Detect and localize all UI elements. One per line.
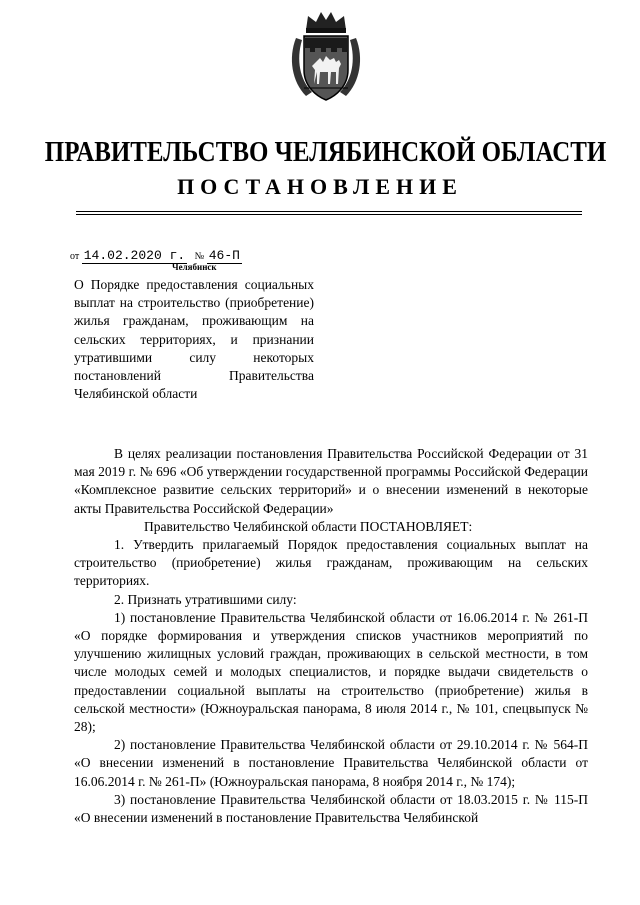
document-city: Челябинск <box>172 262 217 272</box>
government-name: ПРАВИТЕЛЬСТВО ЧЕЛЯБИНСКОЙ ОБЛАСТИ <box>44 136 607 168</box>
document-subject: О Порядке предоставления социальных выплат на строительство (приобретение) жилья гражданам, проживающим на сельских территориях, и признании утратившими силу некоторых постановлений Правительства Челябинской области <box>74 277 314 402</box>
sub-item-3: 3) постановление Правительства Челябинской области от 18.03.2015 г. № 115-П «О внесении изменений в постановление Правительства Челябинской <box>74 791 588 826</box>
sub-item-1: 1) постановление Правительства Челябинской области от 16.06.2014 г. № 261-П «О порядке формирования и утверждения списков участников мероприятий по улучшению жилищных условий граждан, проживающих в сельской местности, в том числе молодых семей и молодых специалистов, и порядке выдачи свидетельств о предоставлении социальной выплаты на строительство (приобретение) жилья в сельской местности» (Южноуральская панорама, 8 июля 2014 г., № 101, спецвыпуск № 28); <box>74 609 588 735</box>
item-2: 2. Признать утратившими силу: <box>114 591 297 607</box>
header-divider-second <box>76 214 582 215</box>
document-number: 46-П <box>208 248 240 263</box>
intro-paragraph: В целях реализации постановления Правительства Российской Федерации от 31 мая 2019 г. № 696 «Об утверждении государственной программы Российской Федерации «Комплексное развитие сельских территорий» и о внесении изменений в некоторые акты Правительства Российской Федерации» <box>74 446 588 516</box>
resolution-clause: Правительство Челябинской области ПОСТАНОВЛЯЕТ: <box>144 518 473 534</box>
coat-of-arms-icon <box>284 8 368 104</box>
item-1: 1. Утвердить прилагаемый Порядок предоставления социальных выплат на строительство (приобретение) жилья гражданам, проживающим на сельских территориях. <box>74 537 588 589</box>
document-body <box>74 445 588 827</box>
document-type: ПОСТАНОВЛЕНИЕ <box>177 174 463 199</box>
number-prefix: № <box>194 251 205 262</box>
sub-item-2: 2) постановление Правительства Челябинской области от 29.10.2014 г. № 564-П «О внесении изменений в постановление Правительства Челябинской области от 16.06.2014 г. № 261-П» (Южноуральская панорама, 8 ноября 2014 г., № 174); <box>74 737 588 789</box>
header-divider <box>76 211 582 212</box>
date-prefix: от <box>70 251 80 262</box>
document-meta <box>70 248 242 272</box>
document-date: 14.02.2020 г. <box>83 248 186 263</box>
